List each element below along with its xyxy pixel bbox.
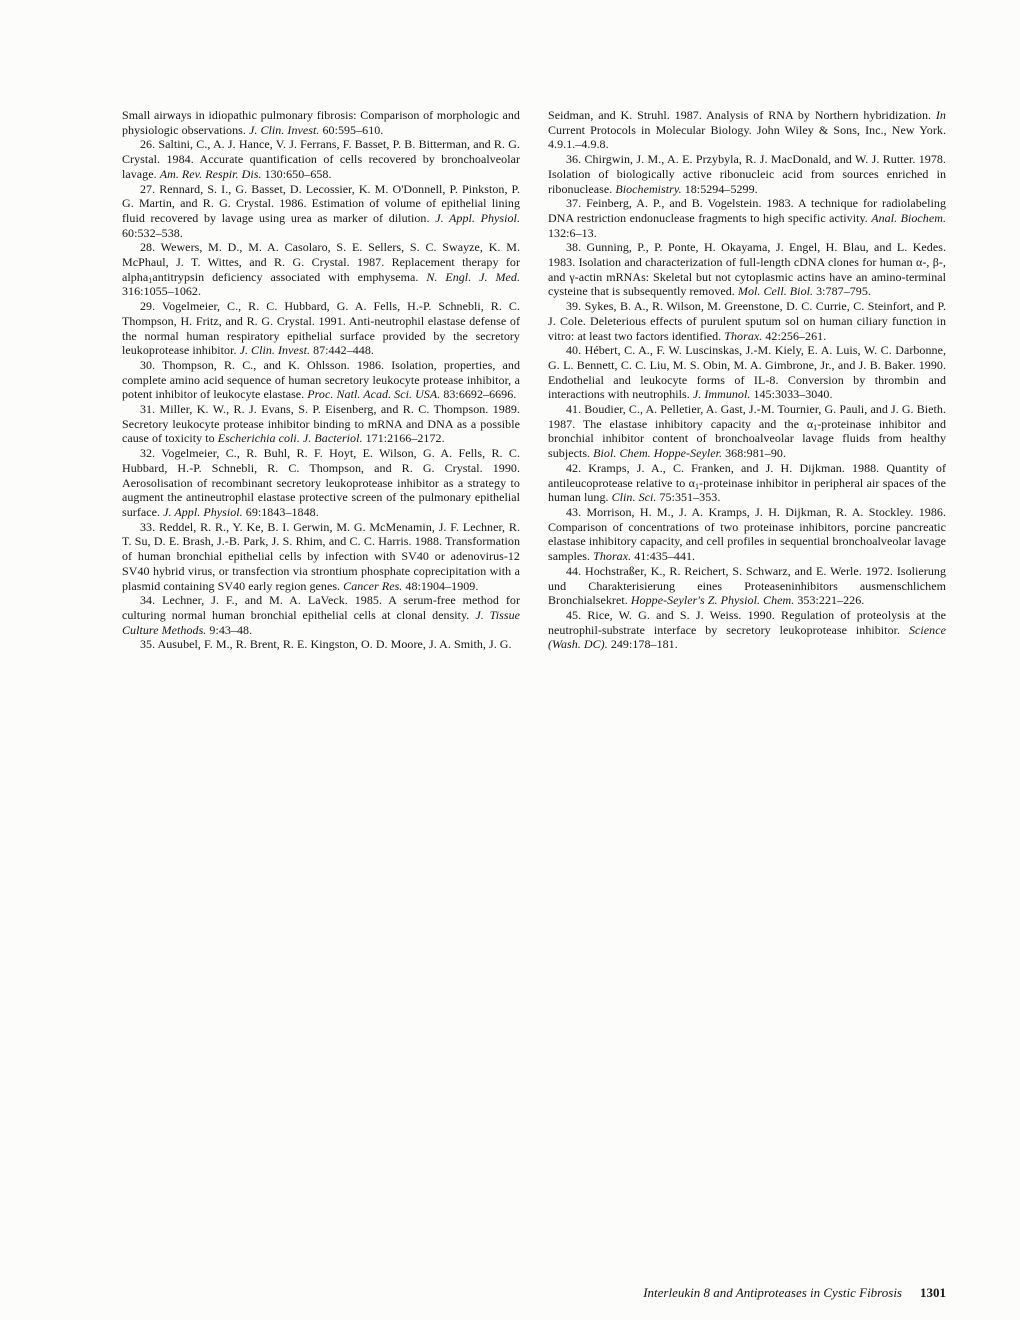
text-segment: 42. Kramps, J. A., C. Franken, and J. H. Dijkman. 1988. Quantity of antileucoprotease relative to α [548, 460, 946, 490]
italic-segment: Thorax. [593, 549, 632, 564]
italic-segment: Am. Rev. Respir. Dis. [159, 166, 262, 181]
reference-paragraph [548, 343, 946, 402]
text-segment: Current Protocols in Molecular Biology. John Wiley & Sons, Inc., New York. 4.9.1.–4.9.8. [548, 122, 946, 152]
text-segment: 37. Feinberg, A. P., and B. Vogelstein. 1983. A technique for radiolabeling DNA restriction endonuclease fragments to high specific activity. [548, 196, 946, 225]
text-segment: 34. Lechner, J. F., and M. A. LaVeck. 1985. A serum-free method for culturing normal human bronchial epithelial cells at clonal density. [122, 593, 520, 622]
text-segment: 36. Chirgwin, J. M., A. E. Przybyla, R. J. MacDonald, and W. J. Rutter. 1978. Isolation of biologically active ribonucleic acid from sources enriched in ribonuclease. [548, 152, 946, 196]
text-segment: 249:178–181. [607, 637, 678, 652]
text-segment: 27. Rennard, S. I., G. Basset, D. Lecossier, K. M. O'Donnell, P. Pinkston, P. G. Martin, and R. G. Crystal. 1986. Estimation of volume of epithelial lining fluid recovered by lavage using urea as marker of dilution. [122, 181, 520, 225]
italic-segment: J. Clin. Invest. [248, 122, 320, 137]
text-segment: 83:6692–6696. [440, 387, 517, 402]
italic-segment: Hoppe-Seyler's Z. Physiol. Chem. [630, 593, 795, 608]
text-segment: 45. Rice, W. G. and S. J. Weiss. 1990. Regulation of proteolysis at the neutrophil-substrate interface by secretory leukoprotease inhibitor. [548, 607, 946, 637]
text-segment: 368:981–90. [722, 446, 786, 461]
reference-paragraph [122, 108, 520, 137]
reference-paragraph [548, 240, 946, 299]
text-segment: 41:435–441. [631, 549, 696, 564]
text-segment: 44. Hochstraßer, K., R. Reichert, S. Schwarz, and E. Werle. 1972. Isolierung und Charakterisierung eines Proteaseninhibitors ausmenschlichem Bronchialsekret. [548, 563, 946, 608]
italic-segment: In [935, 108, 946, 122]
text-segment: 33. Reddel, R. R., Y. Ke, B. I. Gerwin, M. G. McMenamin, J. F. Lechner, R. T. Su, D. E. Brash, J.-B. Park, J. S. Rhim, and C. C. Harris. 1988. Transformation of human bronchial epithelial cells by infection with SV40 or adenovirus-12 SV40 hybrid virus, or transfection via strontium phosphate coprecipitation with a plasmid containing SV40 early region genes. [122, 519, 520, 593]
reference-paragraph [122, 358, 520, 402]
text-segment: 145:3033–3040. [750, 387, 833, 402]
text-segment: 26. Saltini, C., A. J. Hance, V. J. Ferrans, F. Basset, P. B. Bitterman, and R. G. Crystal. 1984. Accurate quantification of cells recovered by bronchoalveolar lavage. [122, 137, 520, 181]
reference-paragraph [122, 520, 520, 594]
italic-segment: Biol. Chem. Hoppe-Seyler. [593, 446, 723, 461]
reference-paragraph [122, 593, 520, 637]
text-segment: 40. Hébert, C. A., F. W. Luscinskas, J.-M. Kiely, E. A. Luis, W. C. Darbonne, G. L. Bennett, C. C. Liu, M. S. Obin, M. A. Gimbrone, Jr., and J. B. Baker. 1990. Endothelial and leukocyte forms of IL-8. Conversion by thrombin and interactions with neutrophils. [548, 343, 946, 402]
italic-segment: Escherichia coli. J. Bacteriol. [217, 431, 363, 446]
reference-paragraph [548, 152, 946, 196]
reference-paragraph [122, 137, 520, 181]
reference-paragraph [548, 461, 946, 505]
text-segment: -proteinase inhibitor and bronchial inhibitor content of bronchoalveolar lavage fluids from healthy subjects. [548, 416, 947, 461]
page-number: 1301 [920, 1285, 946, 1300]
text-segment: 28. Wewers, M. D., M. A. Casolaro, S. E. Sellers, S. C. Swayze, K. M. McPhaul, J. T. Wittes, and R. G. Crystal. 1987. Replacement therapy for alpha [122, 240, 520, 284]
reference-paragraph [548, 196, 946, 240]
text-segment: 316:1055–1062. [122, 284, 202, 299]
text-segment: 35. Ausubel, F. M., R. Brent, R. E. Kingston, O. D. Moore, J. A. Smith, J. G. [140, 637, 512, 652]
text-segment: 42:256–261. [762, 328, 827, 343]
reference-paragraph [122, 402, 520, 446]
text-segment: 69:1843–1848. [242, 504, 319, 519]
reference-paragraph [548, 564, 946, 608]
italic-segment: Science (Wash. DC). [548, 622, 946, 652]
reference-paragraph [122, 182, 520, 241]
text-segment: 43. Morrison, H. M., J. A. Kramps, J. H. Dijkman, R. A. Stockley. 1986. Comparison of concentrations of two proteinase inhibitors, porcine pancreatic elastase inhibitory capacity, and cell profiles in sequential bronchoalveolar lavage samples. [548, 504, 946, 564]
text-segment: 87:442–448. [310, 343, 374, 358]
references-columns [122, 108, 946, 652]
text-segment: 75:351–353. [656, 490, 721, 505]
text-segment: -proteinase inhibitor in peripheral air spaces of the human lung. [548, 475, 946, 505]
reference-paragraph [548, 608, 946, 652]
subscript-segment: 1 [148, 275, 153, 285]
italic-segment: J. Tissue Culture Methods. [122, 607, 520, 637]
text-segment: Small airways in idiopathic pulmonary fibrosis: Comparison of morphologic and physiologic observations. [122, 108, 520, 137]
text-segment: Seidman, and K. Struhl. 1987. Analysis of RNA by Northern hybridization. [548, 108, 936, 122]
page-footer [643, 1285, 946, 1301]
text-segment: 60:532–538. [122, 225, 183, 240]
subscript-segment: 1 [694, 481, 700, 491]
text-segment: 9:43–48. [206, 622, 253, 637]
italic-segment: Thorax. [724, 328, 763, 343]
text-segment: 353:221–226. [794, 593, 865, 608]
text-segment: 48:1904–1909. [402, 578, 479, 593]
running-title: Interleukin 8 and Antiproteases in Cystic Fibrosis [643, 1285, 902, 1300]
text-segment: 41. Boudier, C., A. Pelletier, A. Gast, J.-M. Tournier, G. Pauli, and J. G. Bieth. 1987. The elastase inhibitory capacity and the α [548, 402, 946, 431]
italic-segment: Anal. Biochem. [871, 210, 946, 225]
reference-paragraph [122, 240, 520, 299]
reference-paragraph [122, 637, 520, 652]
subscript-segment: 1 [813, 422, 818, 432]
italic-segment: Clin. Sci. [611, 490, 657, 505]
italic-segment: J. Appl. Physiol. [163, 504, 243, 519]
text-segment: 171:2166–2172. [362, 431, 445, 446]
italic-segment: N. Engl. J. Med. [426, 269, 520, 284]
italic-segment: Proc. Natl. Acad. Sci. USA. [307, 387, 441, 402]
text-segment: 31. Miller, K. W., R. J. Evans, S. P. Eisenberg, and R. C. Thompson. 1989. Secretory leukocyte protease inhibitor binding to mRNA and DNA as a possible cause of toxicity to [122, 402, 520, 446]
text-segment: 39. Sykes, B. A., R. Wilson, M. Greenstone, D. C. Currie, C. Steinfort, and P. J. Cole. Deleterious effects of purulent sputum sol on human ciliary function in vitro: at least two factors identified. [548, 299, 946, 343]
italic-segment: J. Immunol. [692, 387, 751, 402]
italic-segment: J. Appl. Physiol. [435, 210, 520, 225]
references-column-left [122, 108, 520, 652]
reference-paragraph [122, 299, 520, 358]
reference-paragraph [548, 402, 946, 461]
text-segment: 30. Thompson, R. C., and K. Ohlsson. 1986. Isolation, properties, and complete amino acid sequence of human secretory leukocyte protease inhibitor, a potent inhibitor of leukocyte elastase. [122, 357, 520, 402]
text-segment: 60:595–610. [319, 122, 384, 137]
text-segment: 3:787–795. [813, 284, 871, 299]
text-segment: 32. Vogelmeier, C., R. Buhl, R. F. Hoyt, E. Wilson, G. A. Fells, R. C. Hubbard, H.-P. Schnebli, R. C. Thompson, and R. G. Crystal. 1990. Aerosolisation of recombinant secretory leukoprotease inhibitor as a strategy to augment the antineutrophil elastase protective screen of the pulmonary epithelial surface. [122, 446, 520, 519]
reference-paragraph [548, 108, 946, 152]
references-column-right [548, 108, 946, 652]
text-segment: 132:6–13. [548, 225, 597, 240]
reference-paragraph [548, 299, 946, 343]
reference-paragraph [548, 505, 946, 564]
text-segment: 130:650–658. [261, 166, 332, 181]
italic-segment: Cancer Res. [343, 578, 403, 593]
text-segment: antitrypsin deficiency associated with emphysema. [152, 269, 427, 284]
italic-segment: Mol. Cell. Biol. [737, 284, 814, 299]
text-segment: 38. Gunning, P., P. Ponte, H. Okayama, J. Engel, H. Blau, and L. Kedes. 1983. Isolation and characterization of full-length cDNA clones for human α-, β-, and γ-actin mRNAs: Skeletal but not cytoplasmic actins have an amino-terminal cysteine that is subsequently removed. [548, 240, 946, 299]
italic-segment: Biochemistry. [615, 181, 682, 196]
reference-paragraph [122, 446, 520, 520]
text-segment: 29. Vogelmeier, C., R. C. Hubbard, G. A. Fells, H.-P. Schnebli, R. C. Thompson, H. Fritz, and R. G. Crystal. 1991. Anti-neutrophil elastase defense of the normal human respiratory epithelial surface provided by the secretory leukoprotease inhibitor. [122, 299, 520, 358]
italic-segment: J. Clin. Invest. [239, 343, 311, 358]
text-segment: 18:5294–5299. [681, 181, 758, 196]
